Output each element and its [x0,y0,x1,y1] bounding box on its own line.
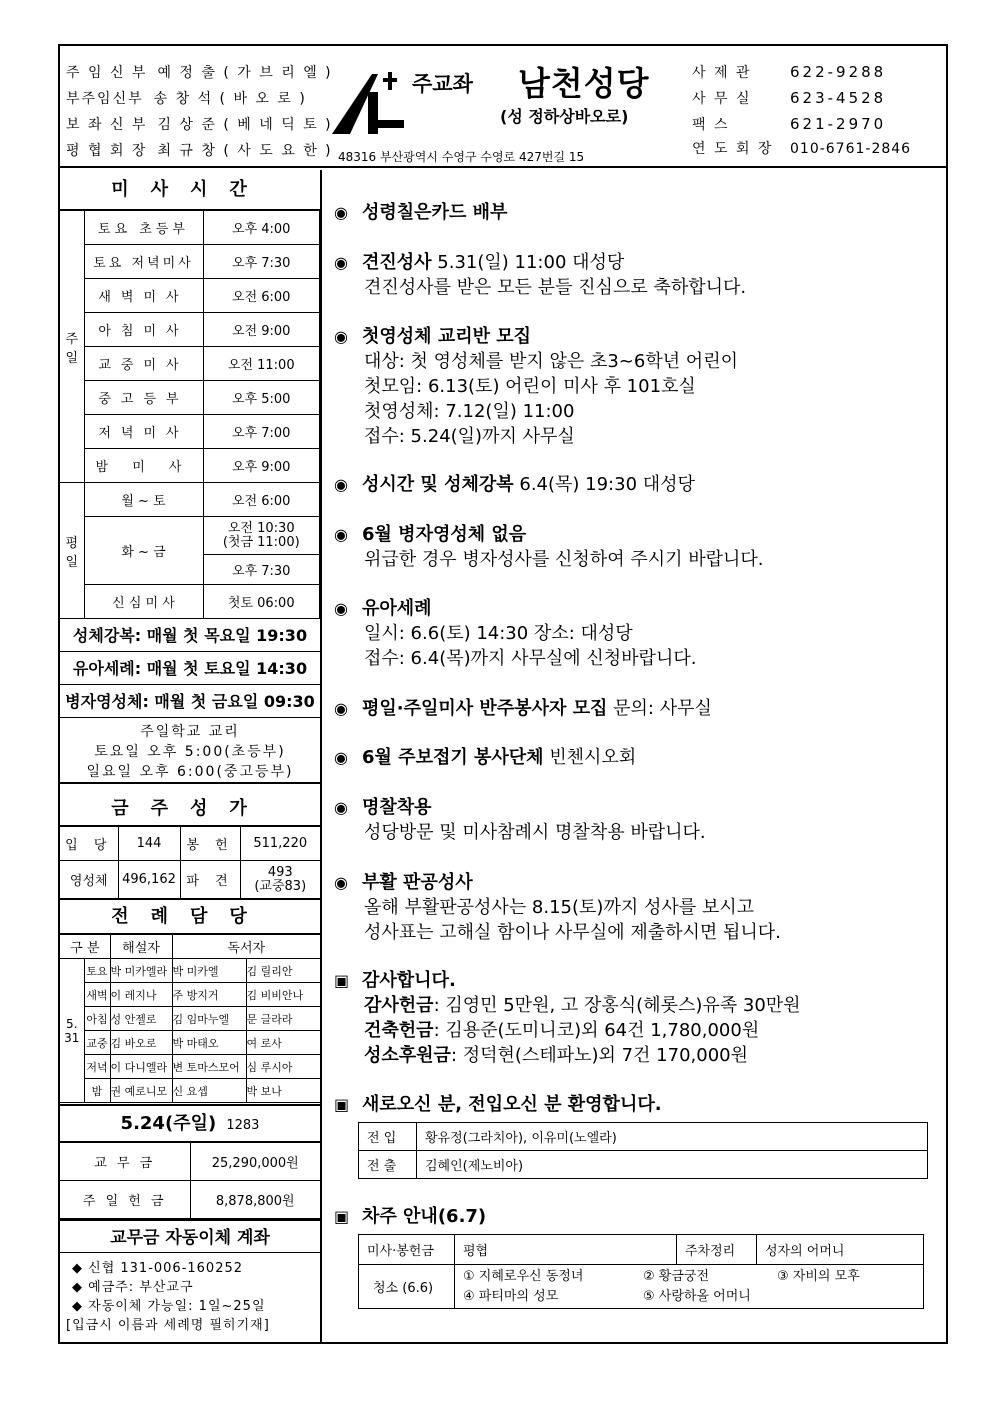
hymn-label: 파 견 [180,861,240,899]
church-address: 48316 부산광역시 수영구 수영로 427번길 15 [338,150,585,164]
hymn-value: 496,162 [118,861,180,899]
thanks-line: 감사헌금: 김영민 5만원, 고 장홍식(헤롯스)유족 30만원 [364,995,801,1016]
sunday-school-title: 주일학교 교리 [140,724,240,740]
next-week-label: 청소 (6.6) [359,1265,455,1309]
notice-item: ◉ 부활 판공성사 올해 부활판공성사는 8.15(토)까지 성사를 보시고 성사표는 고해실 함이나 사무실에 제출하시면 됩니다. [334,872,781,943]
finance-value: 25,290,000원 [190,1143,320,1181]
mass-time: 오전 11:00 [203,347,320,381]
liturgy-reader: 심 루시아 [246,1055,320,1079]
next-week-value: 평협 [455,1235,677,1265]
mass-time: 오후 4:00 [203,211,320,245]
autopay-line: ◆ 자동이체 가능일: 1일~25일 [72,1299,266,1314]
hymn-value: 144 [118,827,180,861]
finance-title: 5.24(주일) 1283 [60,1106,320,1142]
hymn-label: 입 당 [60,827,118,861]
liturgy-commentator: 권 예로니모 [110,1079,172,1103]
clergy-line: 평 협 회 장 최 규 창 ( 사 도 요 한 ) [66,143,333,159]
liturgy-reader: 박 마태오 [172,1031,246,1055]
mass-name: 밤 미 사 [84,449,203,483]
liturgy-slot: 새벽 [84,983,110,1007]
liturgy-reader: 김 비비안나 [246,983,320,1007]
hymns-table [60,826,320,899]
liturgy-header: 해설자 [110,935,172,959]
mass-time: 오후 7:30 [203,555,320,585]
finance-label: 주 일 헌 금 [60,1181,190,1219]
autopay-info [60,1253,320,1335]
next-week-label: 미사·봉헌금 [359,1235,455,1265]
sunday-school [60,718,320,784]
newcomers-value: 황유정(그라치아), 이유미(노엘라) [417,1123,928,1151]
autopay-line: [입금시 이름과 세례명 필히기재] [66,1318,270,1333]
contact-line: 사 제 관 622-9288 [692,63,887,81]
next-week-table [358,1234,924,1309]
liturgy-commentator: 김 바오로 [110,1031,172,1055]
hymn-label: 영성체 [60,861,118,899]
thanks-section: ▣ 감사합니다. 감사헌금: 김영민 5만원, 고 장홍식(헤롯스)유족 30만원 건축헌금: 김용준(도미니코)외 64건 1,780,000원 성소후원금: 정덕현(스테파노)외 7건 170,000원 [334,968,934,1068]
church-logo-icon [332,70,404,134]
liturgy-header: 구 분 [60,935,110,959]
newcomers-label: 전 입 [359,1123,417,1151]
newcomers-table [358,1122,928,1179]
notice-item: ◉ 성령칠은카드 배부 [334,202,508,223]
sunday-school-line: 일요일 오후 6:00(중고등부) [86,764,294,780]
autopay-line: ◆ 예금주: 부산교구 [72,1280,194,1295]
monthly-sick-communion: 병자영성체: 매월 첫 금요일 09:30 [60,685,320,718]
liturgy-date: 5. 31 [60,959,84,1103]
autopay-line: ◆ 신협 131-006-160252 [72,1261,244,1276]
liturgy-commentator: 성 안젤로 [110,1007,172,1031]
liturgy-slot: 밤 [84,1079,110,1103]
clergy-line: 보 좌 신 부 김 상 준 ( 베 네 딕 토 ) [66,117,333,133]
right-column [324,170,946,1344]
clergy-line: 주 임 신 부 예 정 출 ( 가 브 리 엘 ) [66,65,333,81]
liturgy-slot: 토요 [84,959,110,983]
mass-name: 새벽미사 [84,279,203,313]
mass-time: 오전 6:00 [203,279,320,313]
mass-title: 미사시간 [60,170,320,210]
cleaning-groups: ① 지혜로우신 동정녀 ② 황금궁전 ③ 자비의 모후 ④ 파티마의 성모 ⑤ 사랑하올 어머니 [455,1265,924,1309]
liturgy-reader: 주 방지거 [172,983,246,1007]
mass-name: 신 심 미 사 [84,585,203,619]
hymn-value: 511,220 [240,827,320,861]
hymns-section [60,792,320,899]
liturgy-commentator: 이 레지나 [110,983,172,1007]
mass-name: 화 ~ 금 [84,517,203,585]
liturgy-slot: 교중 [84,1031,110,1055]
contact-line: 팩 스 621-2970 [692,115,887,133]
church-name: 남천성당 [518,64,650,103]
mass-time: 오후 5:00 [203,381,320,415]
mass-time: 첫토 06:00 [203,585,320,619]
thanks-line: 성소후원금: 정덕현(스테파노)외 7건 170,000원 [364,1045,748,1066]
notice-item: ◉ 평일·주일미사 반주봉사자 모집 문의: 사무실 [334,698,712,719]
liturgy-commentator: 박 미카엘라 [110,959,172,983]
church-prefix: 주교좌 [412,72,473,96]
finance-value: 8,878,800원 [190,1181,320,1219]
liturgy-header: 독서자 [172,935,320,959]
notice-item: ◉ 6월 병자영성체 없음 위급한 경우 병자성사를 신청하여 주시기 바랍니다. [334,524,764,570]
liturgy-reader: 박 미카엘 [172,959,246,983]
contact-line: 연 도 회 장 010-6761-2846 [692,141,912,157]
autopay-title: 교무금 자동이체 계좌 [60,1219,320,1253]
liturgy-reader: 김 릴리안 [246,959,320,983]
church-subtitle: (성 정하상바오로) [500,107,629,126]
mass-name: 토요 저녁미사 [84,245,203,279]
hymns-title: 금주성가 [60,792,320,826]
notice-item: ◉ 유아세례 일시: 6.6(토) 14:30 장소: 대성당 접수: 6.4(목)까지 사무실에 신청바랍니다. [334,598,697,669]
mass-time: 오후 7:30 [203,245,320,279]
left-column [60,170,322,1344]
weekday-label: 평일 [60,483,84,619]
mass-time: 오후 7:00 [203,415,320,449]
newcomers-title: ▣ 새로오신 분, 전입오신 분 환영합니다. [334,1094,662,1115]
monthly-baptism: 유아세례: 매월 첫 토요일 14:30 [60,652,320,685]
liturgy-slot: 아침 [84,1007,110,1031]
mass-name: 아침미사 [84,313,203,347]
thanks-line: 건축헌금: 김용준(도미니코)외 64건 1,780,000원 [364,1020,760,1041]
next-week-value: 성자의 어머니 [757,1235,924,1265]
liturgy-reader: 변 토마스모어 [172,1055,246,1079]
notice-item: ◉ 첫영성체 교리반 모집 대상: 첫 영성체를 받지 않은 초3~6학년 어린이 첫모임: 6.13(토) 어린이 미사 후 101호실 첫영성체: 7.12(일) 11:00 접수: 5.24(일)까지 사무실 [334,326,738,447]
mass-schedule [60,170,320,784]
finance-label: 교 무 금 [60,1143,190,1181]
sunday-label: 주일 [60,211,84,483]
notice-item: ◉ 견진성사 5.31(일) 11:00 대성당 견진성사를 받은 모든 분들 진심으로 축하합니다. [334,252,747,298]
liturgy-slot: 저녁 [84,1055,110,1079]
notice-item: ◉ 명찰착용 성당방문 및 미사참례시 명찰착용 바랍니다. [334,797,706,843]
hymn-label: 봉 헌 [180,827,240,861]
sunday-school-line: 토요일 오후 5:00(초등부) [94,744,286,760]
mass-time: 오후 9:00 [203,449,320,483]
contact-line: 사 무 실 623-4528 [692,89,887,107]
liturgy-reader: 신 요셉 [172,1079,246,1103]
mass-table [60,210,320,619]
finance-section [60,1104,320,1335]
mass-name: 토요 초등부 [84,211,203,245]
liturgy-reader: 여 로사 [246,1031,320,1055]
liturgy-section [60,898,320,1103]
liturgy-reader: 김 임마누엘 [172,1007,246,1031]
liturgy-reader: 박 보나 [246,1079,320,1103]
mass-time: 오전 10:30 (첫금 11:00) [203,517,320,555]
newcomers-label: 전 출 [359,1151,417,1179]
liturgy-title: 전례담당 [60,900,320,934]
mass-name: 교중미사 [84,347,203,381]
notice-item: ◉ 6월 주보접기 봉사단체 빈첸시오회 [334,747,637,768]
notice-item: ◉ 성시간 및 성체강복 6.4(목) 19:30 대성당 [334,474,695,495]
liturgy-reader: 문 글라라 [246,1007,320,1031]
liturgy-commentator: 이 다니엘라 [110,1055,172,1079]
liturgy-table [60,934,320,1103]
finance-table [60,1142,320,1219]
next-week-label: 주차정리 [677,1235,757,1265]
monthly-benediction: 성체강복: 매월 첫 목요일 19:30 [60,619,320,652]
mass-time: 오전 9:00 [203,313,320,347]
bulletin-header [60,46,946,168]
hymn-value: 493 (교중83) [240,861,320,899]
mass-name: 월 ~ 토 [84,483,203,517]
mass-name: 중고등부 [84,381,203,415]
mass-name: 저녁미사 [84,415,203,449]
bulletin-sheet [58,44,948,1344]
clergy-line: 부주임신부 송 창 석 ( 바 오 로 ) [66,91,307,107]
newcomers-value: 김혜인(제노비아) [417,1151,928,1179]
mass-time: 오전 6:00 [203,483,320,517]
next-week-title: ▣ 차주 안내(6.7) [334,1206,487,1227]
